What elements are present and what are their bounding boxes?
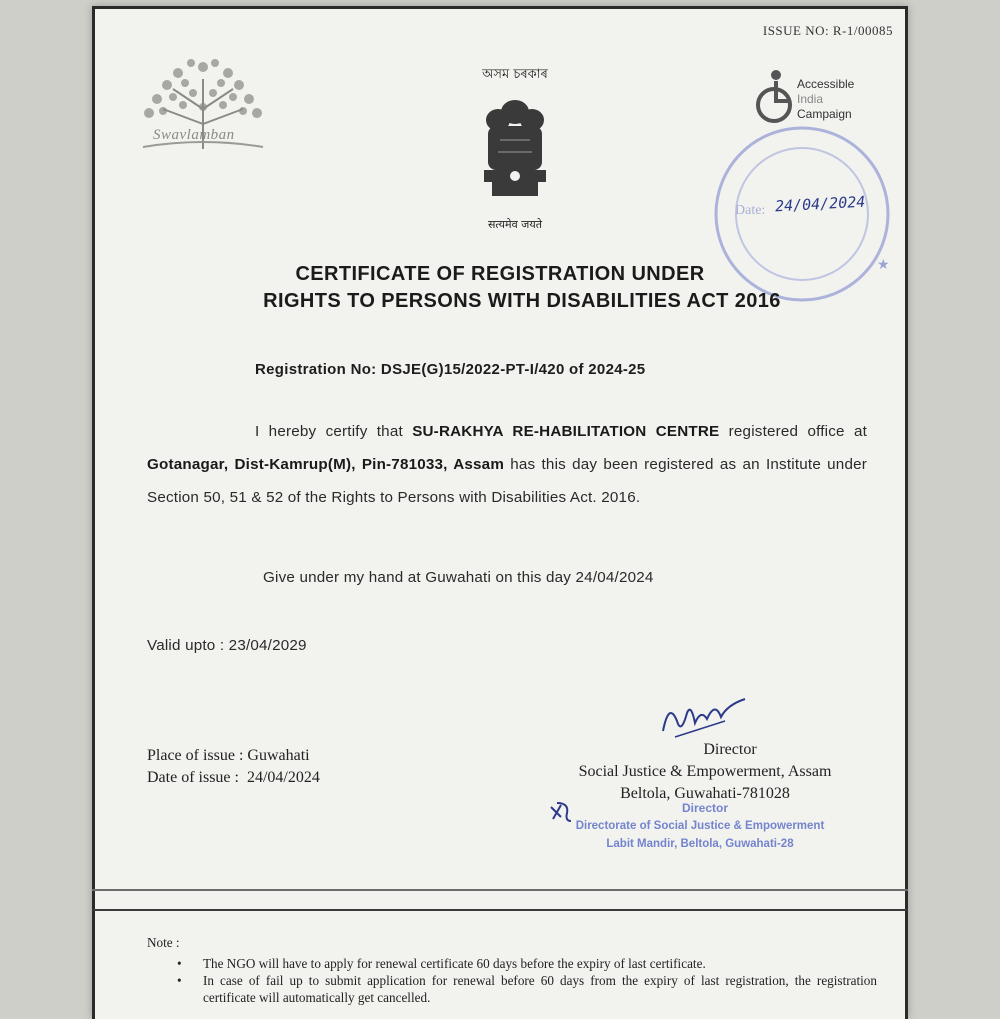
place-of-issue: Place of issue : Guwahati <box>147 747 310 764</box>
aic-line-india: India <box>797 92 824 106</box>
tree-logo-icon <box>123 49 283 199</box>
valid-upto: Valid upto : 23/04/2029 <box>147 637 307 654</box>
date-of-issue: Date of issue : 24/04/2024 <box>147 769 320 786</box>
director-department: Social Justice & Empowerment, Assam <box>578 763 832 780</box>
certificate-page <box>92 6 908 1019</box>
organization-name: SU-RAKHYA RE-HABILITATION CENTRE <box>412 423 720 440</box>
given-under-hand-line: Give under my hand at Guwahati on this day 24/04/2024 <box>263 569 654 586</box>
seal-line-director: Director <box>681 801 728 815</box>
director-seal <box>540 799 860 853</box>
seal-line-directorate: Directorate of Social Justice & Empowerment <box>575 820 825 832</box>
certificate-title <box>95 261 905 315</box>
note-list <box>147 955 877 1006</box>
aic-line-accessible: Accessible <box>797 77 855 91</box>
accessible-india-logo <box>750 67 880 127</box>
wheelchair-icon <box>750 67 800 127</box>
issue-number: ISSUE NO: R-1/00085 <box>762 23 893 38</box>
certification-paragraph <box>147 415 867 514</box>
note-label: Note : <box>147 935 180 950</box>
note-item: • In case of fail up to submit application for renewal before 60 days from the expiry of last registration, the registration certificate will automatically get cancelled. <box>203 972 877 1006</box>
para-intro: I hereby certify that <box>255 423 403 440</box>
aic-line-campaign: Campaign <box>797 107 852 121</box>
issue-details <box>147 745 320 789</box>
para-rest: has this day been registered as an Institute under Section 50, 51 & 52 of the Rights to Persons with Disabilities Act. 2016. <box>147 456 867 506</box>
organization-address: Gotanagar, Dist-Kamrup(M), Pin-781033, Assam <box>147 456 505 473</box>
director-address: Beltola, Guwahati-781028 <box>620 785 790 802</box>
director-block <box>515 739 895 805</box>
national-emblem-icon <box>470 90 560 210</box>
director-title: Director <box>703 741 757 758</box>
title-line-2: RIGHTS TO PERSONS WITH DISABILITIES ACT 2016 <box>263 290 781 312</box>
stamp-date: 24/04/2024 <box>774 192 866 216</box>
note-section <box>147 934 877 1006</box>
title-line-1: CERTIFICATE OF REGISTRATION UNDER <box>295 263 705 285</box>
svg-text:★: ★ <box>877 257 890 273</box>
divider-line <box>92 909 908 911</box>
stamp-date-label: Date: <box>735 203 766 218</box>
divider-line <box>92 889 908 891</box>
swavlamban-logo-text: Swavlamban <box>153 127 235 143</box>
para-office: registered office at <box>728 423 868 440</box>
note-item: • The NGO will have to apply for renewal certificate 60 days before the expiry of last certificate. <box>203 955 877 972</box>
seal-line-address: Labit Mandir, Beltola, Guwahati-28 <box>606 838 794 850</box>
registration-number: Registration No: DSJE(G)15/2022-PT-I/420 of 2024-25 <box>255 361 646 378</box>
satyameva-jayate-text: सत्यमेव जयते <box>487 218 542 231</box>
emblem-block <box>465 65 565 235</box>
assam-sarkar-text: অসম চৰকাৰ <box>482 67 548 82</box>
